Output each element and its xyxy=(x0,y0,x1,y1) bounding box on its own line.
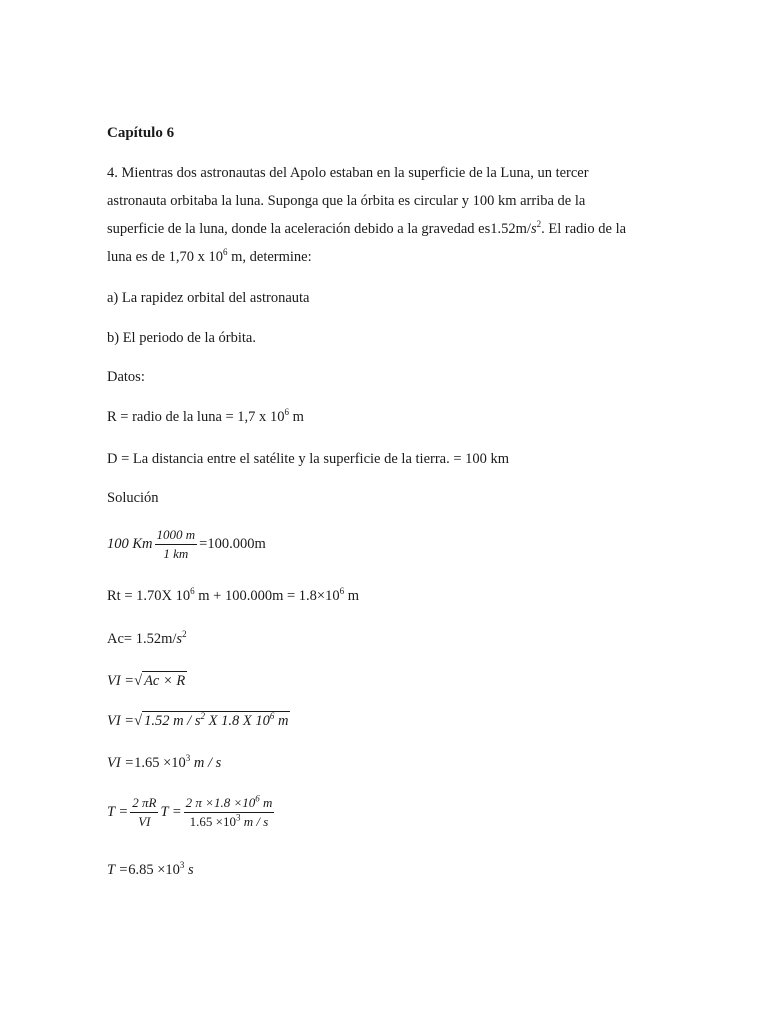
problem-statement xyxy=(107,159,652,271)
equation-vi-result: VI $=1.65 \times 10^3$ m / s xyxy=(107,753,222,771)
square-root: √ Ac × R xyxy=(134,673,186,689)
equation-period: T = $\frac{2 \pi R}{VI}$ T = $\frac{2 \pi \times 1.8 \times 10^6 m}{1.65 \times 10^3 m / s}$ xyxy=(107,793,273,829)
problem-line-3: superficie de la luna, donde la aceleración debido a la gravedad $es1.52m/s^2$. El radio de la xyxy=(107,219,627,237)
datos-label: Datos: xyxy=(107,369,145,385)
solucion-label: Solución xyxy=(107,490,159,506)
dato-r: R = radio de la luna = 1,7 x $10^6$ m xyxy=(107,407,304,425)
question-a: a) La rapidez orbital del astronauta xyxy=(107,290,310,306)
square-root: √ 1.52 m / $s^2$ X 1.8 X $10^6$ m xyxy=(134,711,289,729)
chapter-title: Capítulo 6 xyxy=(107,125,175,141)
problem-line-4: luna es de 1,70 x $10^6$ m, determine: xyxy=(107,247,312,265)
fraction: $\frac{2 \pi \times 1.8 \times 10^6 m}{1.65 \times 10^3 m / s}$ xyxy=(185,793,273,829)
equation-period-result: $T =6.85 \times 10^3$ s xyxy=(107,860,194,878)
equation-rt: Rt = 1.70X $10^6$ $m + 100.000m = 1.8\times 10^6$ m xyxy=(107,586,359,604)
equation-ac: $Ac= 1.52m/s^2$ xyxy=(107,629,187,647)
dato-d: D = La distancia entre el satélite y la superficie de la tierra. = 100 km xyxy=(107,451,510,467)
problem-line-2: astronauta orbitaba la luna. Suponga que la órbita es circular y 100 km arriba de la xyxy=(107,193,586,209)
problem-line-1: 4. Mientras dos astronautas del Apolo estaban en la superficie de la Luna, un tercer xyxy=(107,165,589,181)
equation-unit-conversion: 100 Km $\frac{1000 m}{1 km}$ =100.000m xyxy=(107,527,266,561)
equation-vi-substitution: VI =√ 1.52 m / $s^2$ X 1.8 X $10^6$ m xyxy=(107,711,289,729)
equation-vi-formula: VI =√ Ac × R xyxy=(107,673,186,689)
fraction: $\frac{2 \pi R}{VI}$ xyxy=(132,795,157,829)
question-b: b) El periodo de la órbita. xyxy=(107,330,256,346)
fraction: $\frac{1000 m}{1 km}$ xyxy=(156,527,196,561)
